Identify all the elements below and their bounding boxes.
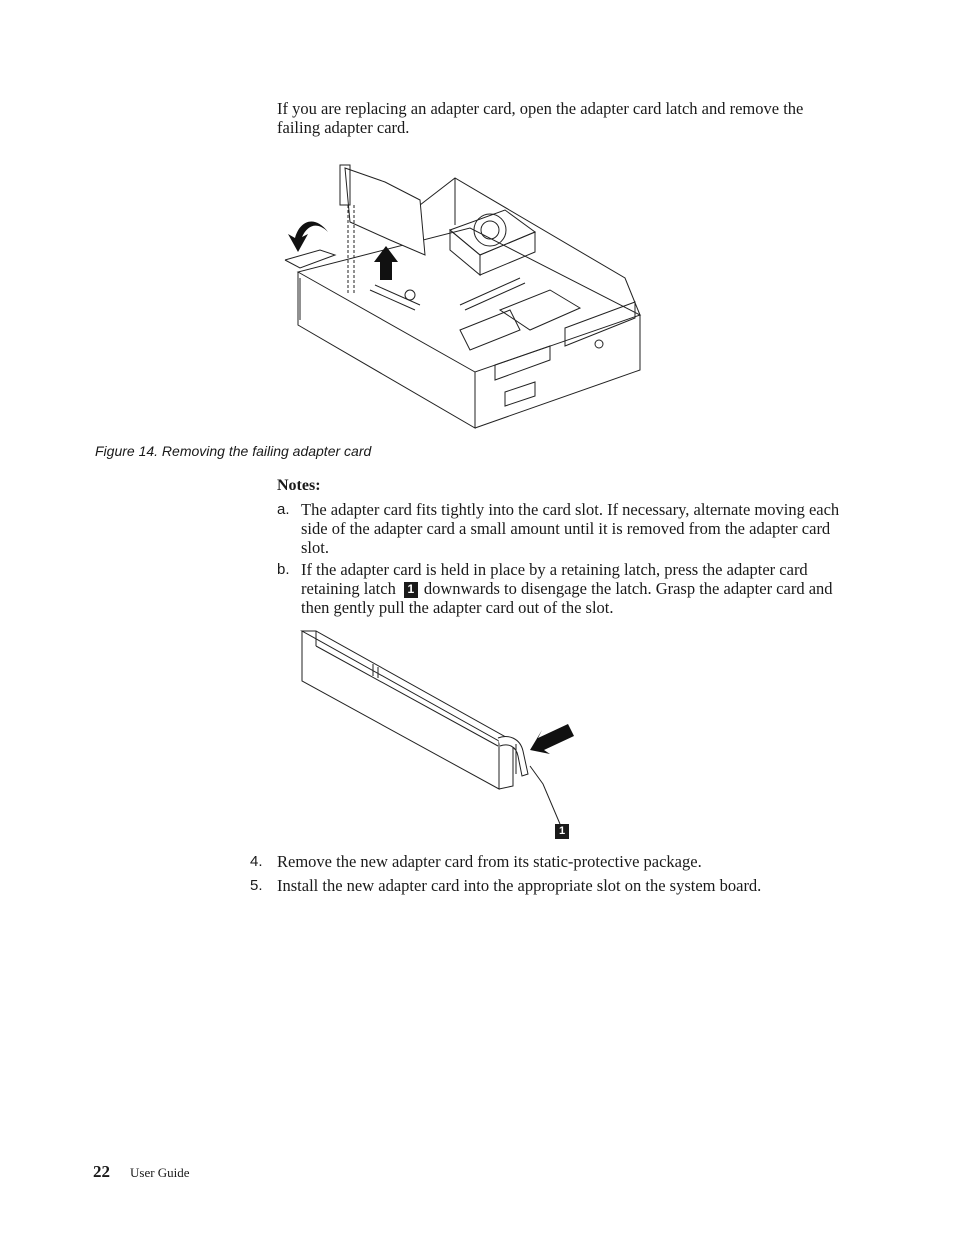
step-5-text: Install the new adapter card into the appropriate slot on the system board. xyxy=(277,876,762,895)
step-4-number: 4. xyxy=(250,853,263,870)
footer-title: User Guide xyxy=(130,1165,190,1180)
note-b-text-before: If the adapter card is held in place by a retaining latch, press the adapter card retaining latch xyxy=(301,560,808,598)
intro-paragraph: If you are replacing an adapter card, open the adapter card latch and remove the failing adapter card. xyxy=(277,99,804,137)
note-b-text xyxy=(301,560,842,617)
computer-chassis-illustration xyxy=(280,160,650,435)
figure2-callout-badge: 1 xyxy=(555,824,569,839)
callout-badge: 1 xyxy=(404,582,418,598)
note-b-text-after: downwards to disengage the latch. Grasp the adapter card and then gently pull the adapter card out of the slot. xyxy=(301,579,833,617)
note-a xyxy=(277,500,842,557)
note-a-marker: a. xyxy=(277,501,290,518)
note-b-marker: b. xyxy=(277,561,290,578)
notes-heading: Notes: xyxy=(277,477,321,494)
step-4-text: Remove the new adapter card from its static-protective package. xyxy=(277,852,702,871)
note-b xyxy=(277,560,842,617)
step-5-number: 5. xyxy=(250,877,263,894)
step-5 xyxy=(250,876,850,895)
figure-caption: Figure 14. Removing the failing adapter card xyxy=(95,443,372,459)
card-slot-latch-illustration xyxy=(298,626,588,841)
note-a-text: The adapter card fits tightly into the card slot. If necessary, alternate moving each side of the adapter card a small amount until it is removed from the adapter card slot. xyxy=(301,500,840,557)
page-number: 22 xyxy=(93,1162,110,1181)
step-4 xyxy=(250,852,850,871)
